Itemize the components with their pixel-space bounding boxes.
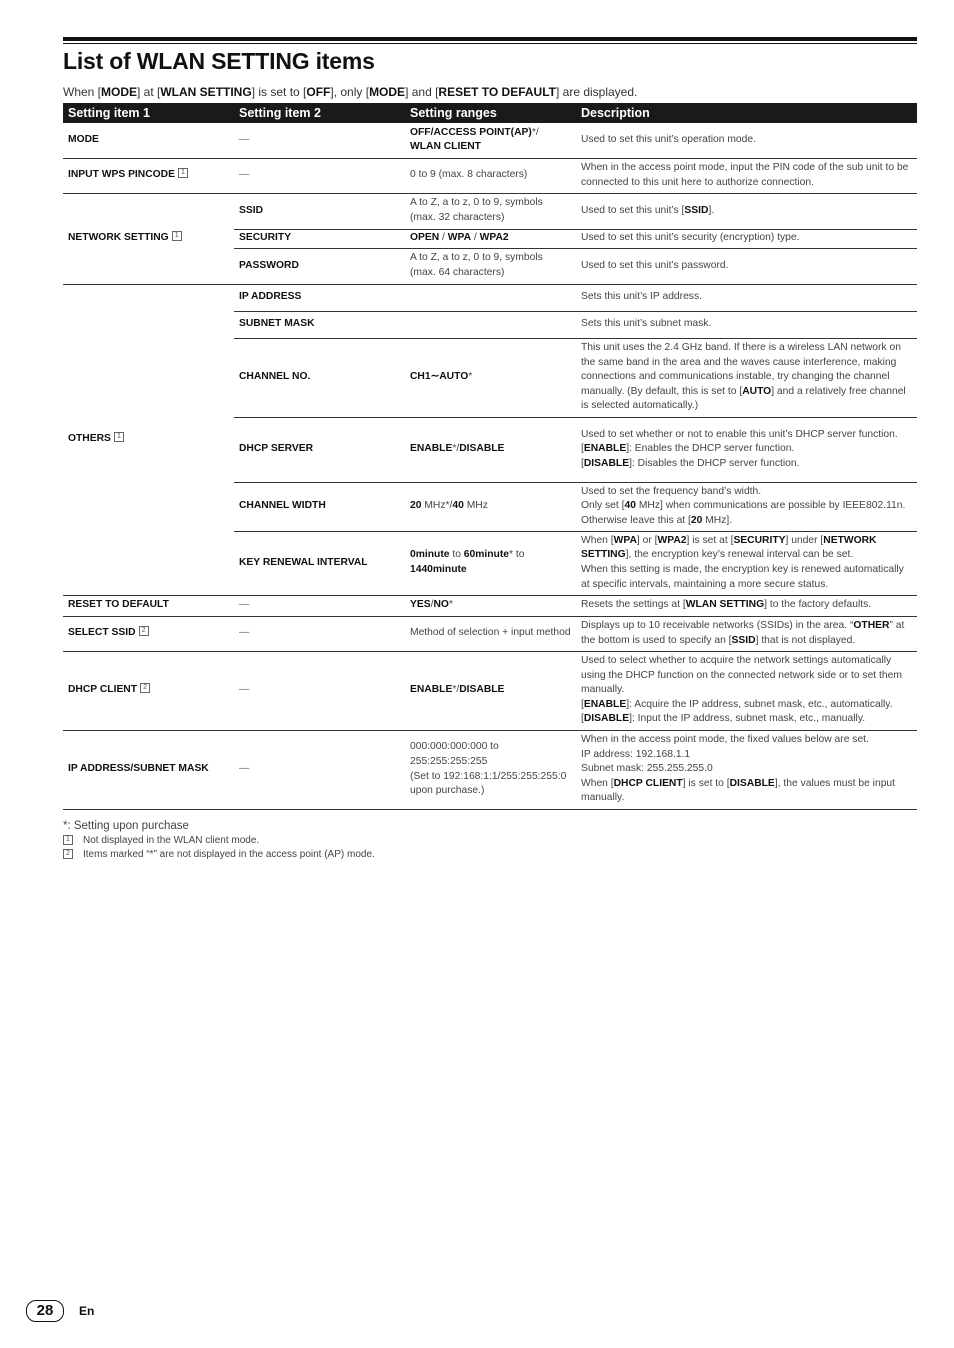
footnotes <box>63 820 375 862</box>
table-row-dhcp-client <box>63 651 917 730</box>
footnote-mark: 1 <box>114 432 124 442</box>
desc-select-ssid: Displays up to 10 receivable networks (SSIDs) in the area. “OTHER” at the bottom is used to specify an [SSID] that is not displayed. <box>576 616 917 651</box>
header-setting-item-2: Setting item 2 <box>234 103 405 123</box>
page-title: List of WLAN SETTING items <box>63 48 375 74</box>
footnote-mark: 2 <box>140 683 150 693</box>
desc-password: Used to set this unit’s password. <box>576 248 917 284</box>
range-ip-subnet: 000:000:000:000 to 255:255:255:255 (Set to 192:168:1:1/255:255:255:0 upon purchase.) <box>405 730 576 809</box>
table-row-mode <box>63 123 917 158</box>
item2-dash: — <box>234 651 405 730</box>
table-header-row <box>63 103 917 123</box>
item2-password: PASSWORD <box>234 248 405 284</box>
item2-dash: — <box>234 730 405 809</box>
table-row-ssid <box>63 193 917 229</box>
desc-security: Used to set this unit’s security (encryption) type. <box>576 229 917 248</box>
footnote-mark: 2 <box>63 849 73 859</box>
item1-mode: MODE <box>63 123 234 158</box>
item2-dash: — <box>234 123 405 158</box>
item1-select-ssid: SELECT SSID 2 <box>63 616 234 651</box>
range-reset: YES/NO* <box>405 595 576 616</box>
item1-reset: RESET TO DEFAULT <box>63 595 234 616</box>
item2-ip-address: IP ADDRESS <box>234 284 405 311</box>
desc-mode: Used to set this unit’s operation mode. <box>576 123 917 158</box>
page-number: 28 <box>26 1300 64 1322</box>
footnote-1: 1 Not displayed in the WLAN client mode. <box>63 834 375 848</box>
item1-network-setting: NETWORK SETTING 1 <box>63 193 234 284</box>
item1-ip-subnet: IP ADDRESS/SUBNET MASK <box>63 730 234 809</box>
item2-channel-no: CHANNEL NO. <box>234 338 405 417</box>
item1-dhcp-client: DHCP CLIENT 2 <box>63 651 234 730</box>
desc-channel-no: This unit uses the 2.4 GHz band. If there is a wireless LAN network on the same band in the area and the waves cause interference, making connections and communications instable, try changing the channel manually. (By default, this is set to [AUTO] and a relatively free channel is selected automatically.) <box>576 338 917 417</box>
range-password: A to Z, a to z, 0 to 9, symbols (max. 64 characters) <box>405 248 576 284</box>
range-security: OPEN / WPA / WPA2 <box>405 229 576 248</box>
table-row-wps-pincode <box>63 158 917 193</box>
table-row-ip-address <box>63 284 917 311</box>
item2-dash: — <box>234 158 405 193</box>
item2-dhcp-server: DHCP SERVER <box>234 417 405 482</box>
wlan-settings-table <box>63 103 917 810</box>
item2-channel-width: CHANNEL WIDTH <box>234 482 405 531</box>
footnote-mark: 1 <box>172 231 182 241</box>
header-description: Description <box>576 103 917 123</box>
range-select-ssid: Method of selection + input method <box>405 616 576 651</box>
range-dhcp-server: ENABLE*/DISABLE <box>405 417 576 482</box>
range-empty <box>405 311 576 338</box>
table-row-ip-subnet <box>63 730 917 809</box>
footnote-mark: 1 <box>63 835 73 845</box>
desc-key-renewal: When [WPA] or [WPA2] is set at [SECURITY] under [NETWORK SETTING], the encryption key’s renewal interval can be set. When this setting is made, the encryption key is renewed automatically at specific intervals, maintaining a more secure status. <box>576 531 917 595</box>
intro-text: When [MODE] at [WLAN SETTING] is set to [OFF], only [MODE] and [RESET TO DEFAULT] are displayed. <box>63 85 638 99</box>
desc-dhcp-client: Used to select whether to acquire the network settings automatically using the DHCP function on the connected network side or to set them manually. [ENABLE]: Acquire the IP address, subnet mask, etc., automatically. [DISABLE]: Input the IP address, subnet mask, etc., manually. <box>576 651 917 730</box>
range-ssid: A to Z, a to z, 0 to 9, symbols (max. 32 characters) <box>405 193 576 229</box>
desc-ip-address: Sets this unit’s IP address. <box>576 284 917 311</box>
footnote-mark: 2 <box>139 626 149 636</box>
top-rule-thin <box>63 43 917 44</box>
range-empty <box>405 284 576 311</box>
item2-key-renewal: KEY RENEWAL INTERVAL <box>234 531 405 595</box>
range-dhcp-client: ENABLE*/DISABLE <box>405 651 576 730</box>
desc-channel-width: Used to set the frequency band’s width. Only set [40 MHz] when communications are possible by IEEE802.11n. Otherwise leave this at [20 MHz]. <box>576 482 917 531</box>
range-mode: OFF/ACCESS POINT(AP)*/ WLAN CLIENT <box>405 123 576 158</box>
top-rule-thick <box>63 37 917 41</box>
range-wps-pincode: 0 to 9 (max. 8 characters) <box>405 158 576 193</box>
item2-subnet-mask: SUBNET MASK <box>234 311 405 338</box>
header-setting-item-1: Setting item 1 <box>63 103 234 123</box>
language-label: En <box>79 1304 95 1318</box>
header-setting-ranges: Setting ranges <box>405 103 576 123</box>
range-channel-width: 20 MHz*/40 MHz <box>405 482 576 531</box>
item2-security: SECURITY <box>234 229 405 248</box>
note-setting-upon-purchase: *: Setting upon purchase <box>63 820 189 832</box>
item2-ssid: SSID <box>234 193 405 229</box>
desc-ip-subnet: When in the access point mode, the fixed values below are set. IP address: 192.168.1.1 Subnet mask: 255.255.255.0 When [DHCP CLIENT] is set to [DISABLE], the values must be input manually. <box>576 730 917 809</box>
item2-dash: — <box>234 595 405 616</box>
footnote-mark: 1 <box>178 168 188 178</box>
desc-reset: Resets the settings at [WLAN SETTING] to the factory defaults. <box>576 595 917 616</box>
range-channel-no: CH1∼AUTO* <box>405 338 576 417</box>
item1-others: OTHERS 1 <box>63 284 234 595</box>
table-row-select-ssid <box>63 616 917 651</box>
desc-ssid: Used to set this unit’s [SSID]. <box>576 193 917 229</box>
range-key-renewal: 0minute to 60minute* to 1440minute <box>405 531 576 595</box>
desc-wps-pincode: When in the access point mode, input the PIN code of the sub unit to be connected to this unit here to authorize connection. <box>576 158 917 193</box>
item2-dash: — <box>234 616 405 651</box>
table-row-reset <box>63 595 917 616</box>
desc-subnet-mask: Sets this unit’s subnet mask. <box>576 311 917 338</box>
footnote-2: 2 Items marked “*” are not displayed in the access point (AP) mode. <box>63 848 375 862</box>
desc-dhcp-server: Used to set whether or not to enable this unit’s DHCP server function. [ENABLE]: Enables the DHCP server function. [DISABLE]: Disables the DHCP server function. <box>576 417 917 482</box>
item1-wps-pincode: INPUT WPS PINCODE 1 <box>63 158 234 193</box>
